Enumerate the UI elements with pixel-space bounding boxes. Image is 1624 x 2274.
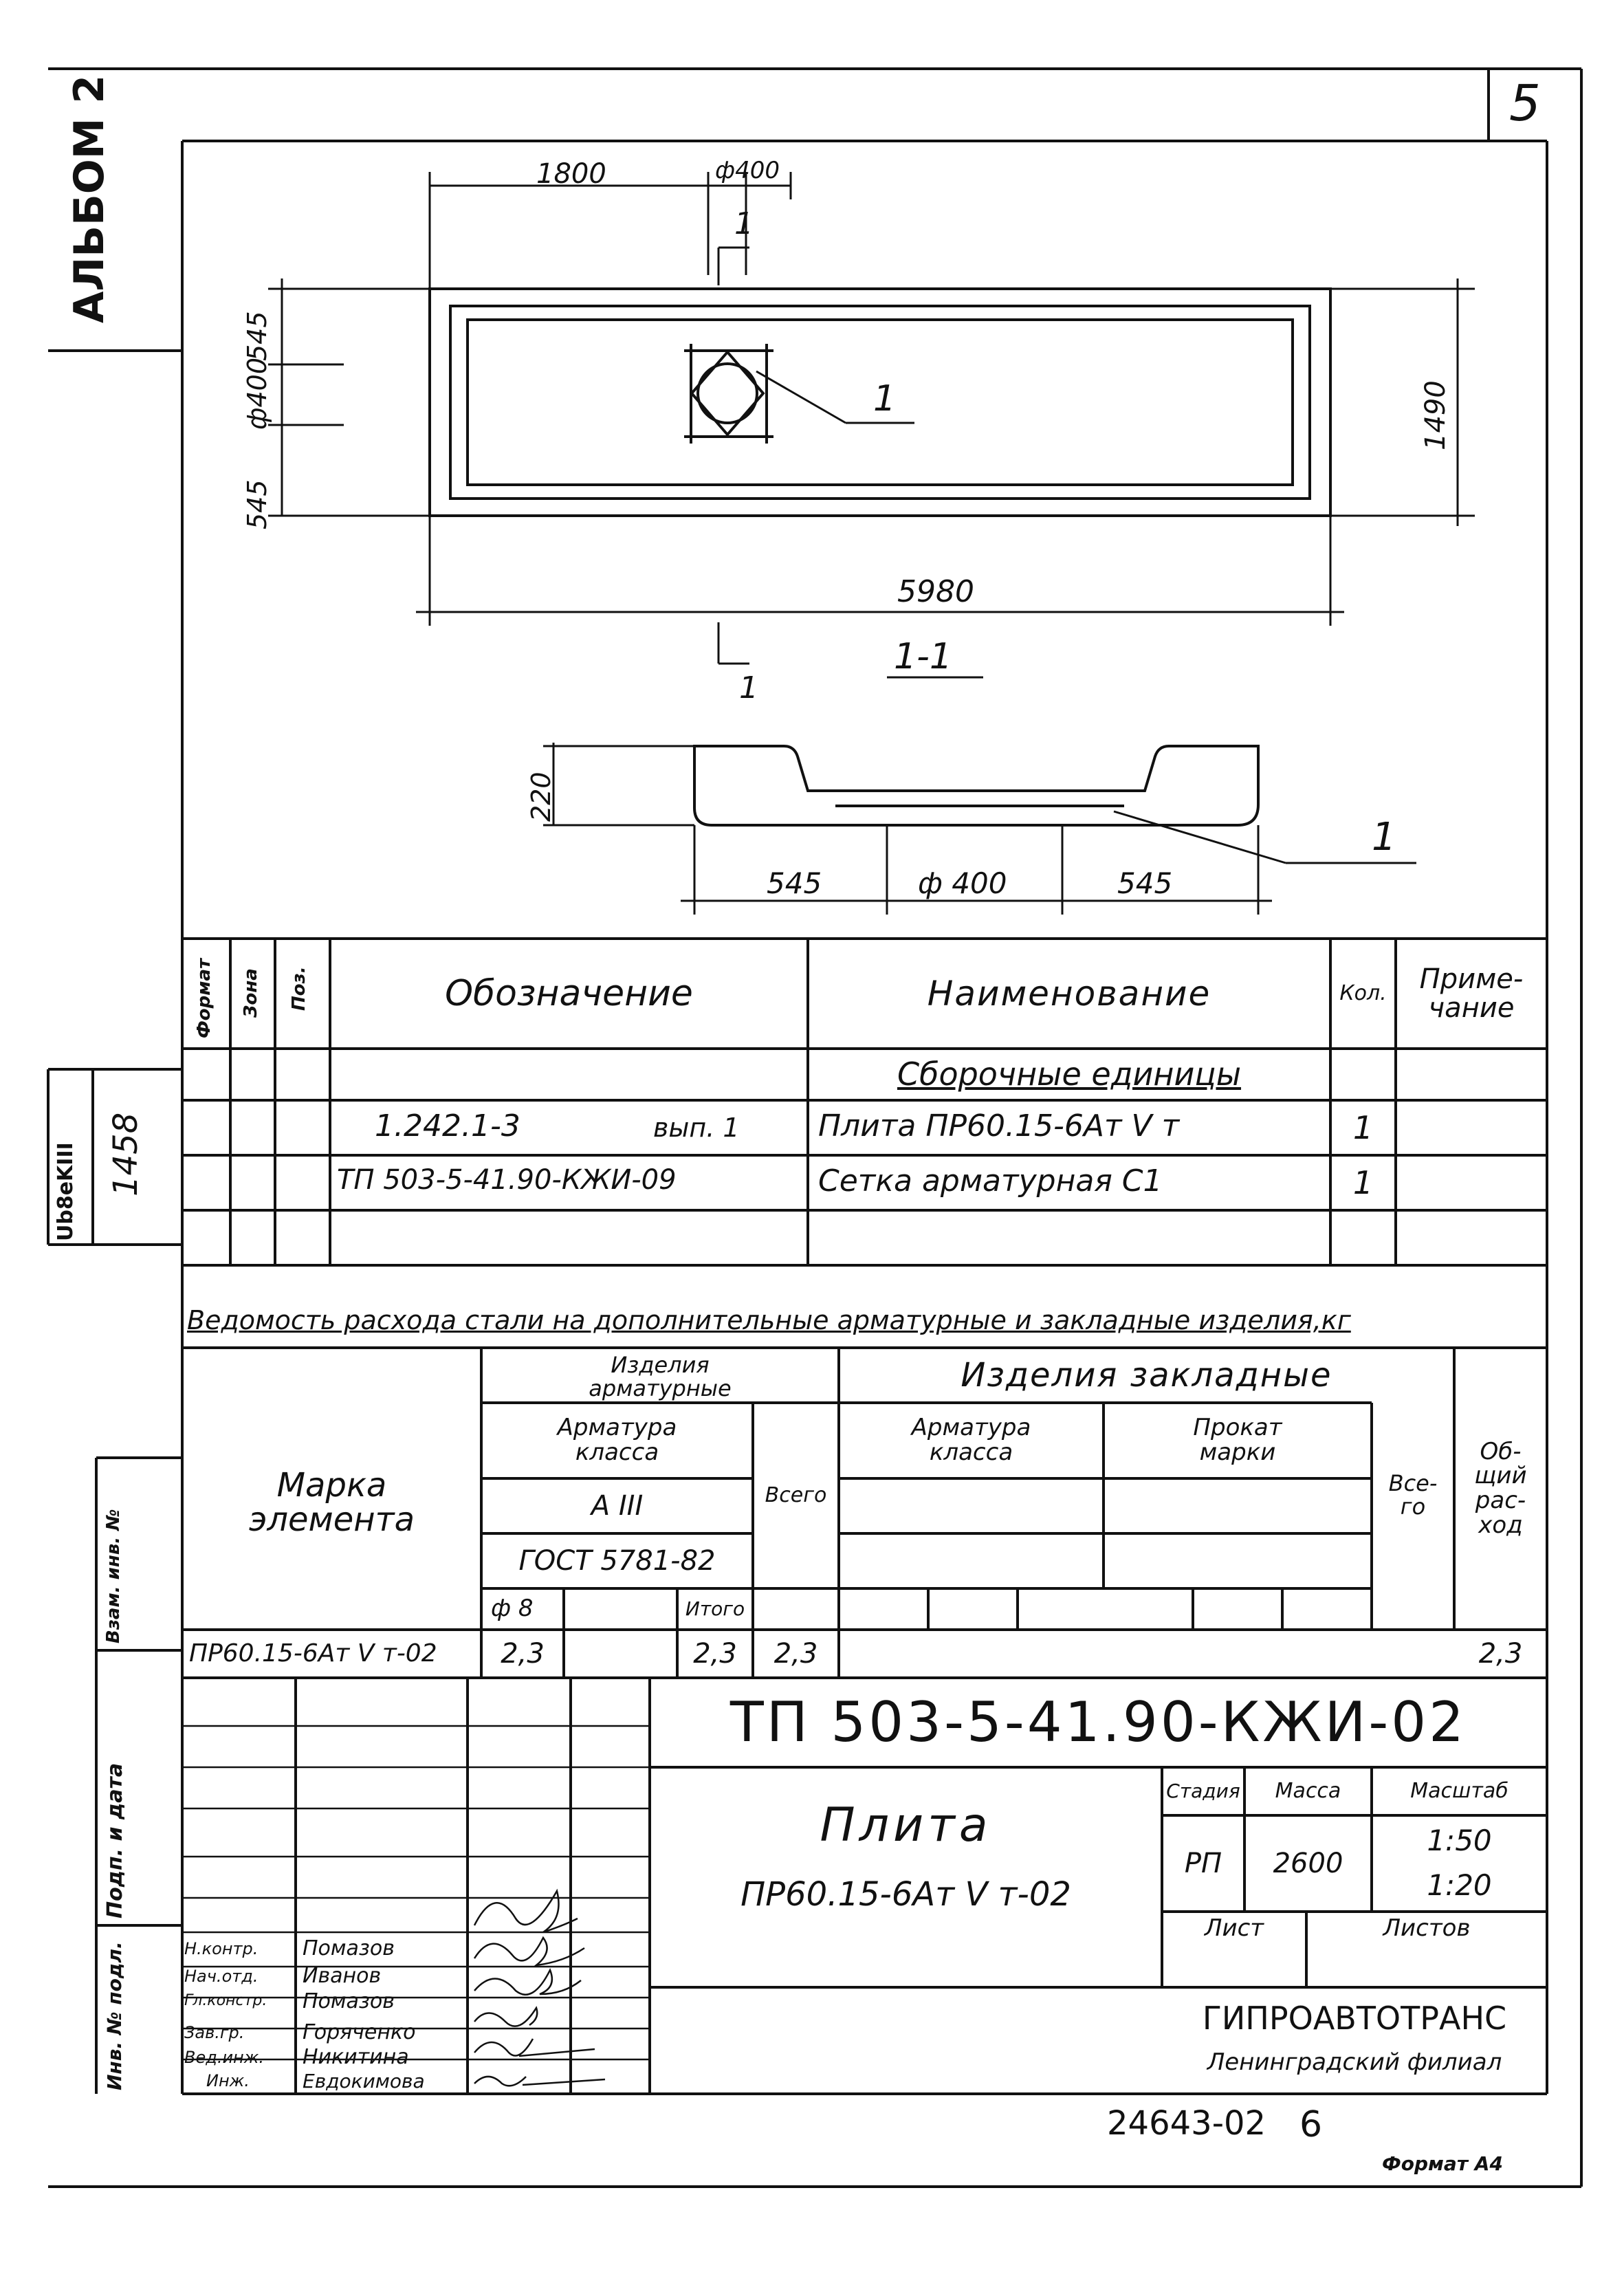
title-subname: ПР60.15-6Ат V т-02 xyxy=(740,1874,1071,1914)
steel-embedded: Изделия закладные xyxy=(961,1355,1332,1395)
stage-label: Стадия xyxy=(1166,1780,1240,1803)
person-role-1: Н.контр. xyxy=(184,1939,259,1958)
side-label-inv-vzam: Взам. инв. № xyxy=(103,1509,124,1643)
scale-label: Масштаб xyxy=(1410,1779,1508,1804)
dim-top-hole: ф400 xyxy=(715,157,780,184)
steel-row-total: 2,3 xyxy=(1478,1638,1523,1670)
steel-row-diam: 2,3 xyxy=(501,1638,545,1670)
spec-row-2-designation: ТП 503-5-41.90-КЖИ-09 xyxy=(337,1164,677,1196)
steel-row-mark: ПР60.15-6Ат V т-02 xyxy=(189,1639,437,1668)
section-mark-bottom: 1 xyxy=(739,670,758,706)
steel-itogo: Итого xyxy=(685,1597,745,1621)
person-role-4: Зав.гр. xyxy=(184,2023,245,2042)
steel-gost: ГОСТ 5781-82 xyxy=(518,1545,716,1577)
section-dim-hole: ф 400 xyxy=(918,866,1007,900)
scale-value-2: 1:20 xyxy=(1427,1868,1492,1903)
scale-value-1: 1:50 xyxy=(1427,1824,1492,1858)
steel-reinf-items: Изделия арматурные xyxy=(589,1351,732,1401)
spec-header-zone: Зона xyxy=(241,968,261,1018)
spec-row-1-designation: 1.242.1-3 xyxy=(375,1108,520,1144)
spec-header-format: Формат xyxy=(194,958,215,1038)
steel-vsego: Всего xyxy=(765,1483,827,1508)
steel-diam: ф 8 xyxy=(491,1595,534,1623)
sheets-label: Листов xyxy=(1383,1914,1471,1943)
stamp-value: 1458 xyxy=(107,1112,145,1196)
stage-value: РП xyxy=(1184,1848,1222,1879)
dim-left-hole: ф400 xyxy=(242,357,272,430)
format-label: Формат А4 xyxy=(1382,2152,1503,2175)
org-branch: Ленинградский филиал xyxy=(1207,2048,1502,2077)
dim-top-left: 1800 xyxy=(536,158,606,190)
steel-emb-class: Арматура класса xyxy=(911,1414,1031,1466)
steel-rolled: Прокат марки xyxy=(1193,1414,1282,1466)
person-role-6: Инж. xyxy=(206,2071,250,2090)
side-label-podp: Подп. и дата xyxy=(103,1762,127,1918)
person-role-3: Гл.констр. xyxy=(184,1992,267,2009)
mass-value: 2600 xyxy=(1273,1848,1343,1879)
callout-plan: 1 xyxy=(873,378,897,419)
sheet-label: Лист xyxy=(1204,1914,1264,1943)
doc-number-bottom: 24643-02 xyxy=(1107,2104,1266,2143)
steel-col-mark: Марка элемента xyxy=(248,1465,415,1539)
callout-section: 1 xyxy=(1372,815,1396,860)
spec-header-note: Приме-чание xyxy=(1419,963,1524,1024)
signatures xyxy=(474,1891,605,2086)
dim-right: 1490 xyxy=(1420,380,1451,450)
section-dim-b: 545 xyxy=(1117,866,1173,900)
spec-row-2-qty: 1 xyxy=(1352,1163,1374,1201)
person-name-1: Помазов xyxy=(303,1936,395,1960)
spec-row-2-name: Сетка арматурная С1 xyxy=(818,1163,1163,1199)
section-dim-a: 545 xyxy=(767,866,822,900)
title-name: Плита xyxy=(820,1798,992,1853)
section-height: 220 xyxy=(526,772,556,822)
person-role-2: Нач.отд. xyxy=(184,1967,259,1986)
spec-header-name: Наименование xyxy=(927,973,1211,1014)
org-name: ГИПРОАВТОТРАНС xyxy=(1202,1999,1507,2037)
steel-row-vsego: 2,3 xyxy=(773,1638,818,1670)
spec-header-qty: Кол. xyxy=(1339,981,1387,1006)
title-code: ТП 503-5-41.90-КЖИ-02 xyxy=(729,1690,1467,1754)
person-name-2: Иванов xyxy=(303,1964,382,1988)
steel-grade: А III xyxy=(591,1490,644,1522)
steel-vsego2: Все-го xyxy=(1388,1470,1438,1520)
spec-header-designation: Обозначение xyxy=(445,972,693,1014)
spec-header-pos: Поз. xyxy=(289,966,309,1011)
dim-bottom: 5980 xyxy=(897,574,974,609)
dim-section-mark-top: 1 xyxy=(734,206,754,241)
section-title: 1-1 xyxy=(894,636,952,677)
person-name-3: Помазов xyxy=(303,1989,395,2013)
person-name-6: Евдокимова xyxy=(303,2070,425,2092)
person-name-5: Никитина xyxy=(303,2045,409,2069)
steel-row-itogo: 2,3 xyxy=(693,1638,737,1670)
dim-left-b: 545 xyxy=(242,311,272,361)
spec-row-1-issue: вып. 1 xyxy=(653,1113,740,1143)
page-number: 5 xyxy=(1509,74,1541,132)
spec-section-title: Сборочные единицы xyxy=(897,1056,1242,1093)
stamp-label: Ub8eKIII xyxy=(54,1142,78,1241)
mass-label: Масса xyxy=(1275,1779,1341,1804)
person-name-4: Горяченко xyxy=(303,2020,416,2044)
dim-left-a: 545 xyxy=(242,479,272,529)
steel-title: Ведомость расхода стали на дополнительные арматурные и закладные изделия,кг xyxy=(187,1305,1351,1335)
spec-row-1-qty: 1 xyxy=(1352,1108,1374,1146)
album-label: АЛЬБОМ 2 xyxy=(65,74,113,323)
spec-row-1-name: Плита ПР60.15-6Ат V т xyxy=(818,1108,1180,1144)
steel-reinf-class: Арматура класса xyxy=(557,1414,677,1466)
person-role-5: Вед.инж. xyxy=(184,2048,264,2067)
steel-total: Об-щий рас-ход xyxy=(1474,1437,1527,1539)
side-label-inv-podl: Инв. № подл. xyxy=(103,1941,126,2090)
doc-number-suffix: 6 xyxy=(1299,2104,1323,2145)
